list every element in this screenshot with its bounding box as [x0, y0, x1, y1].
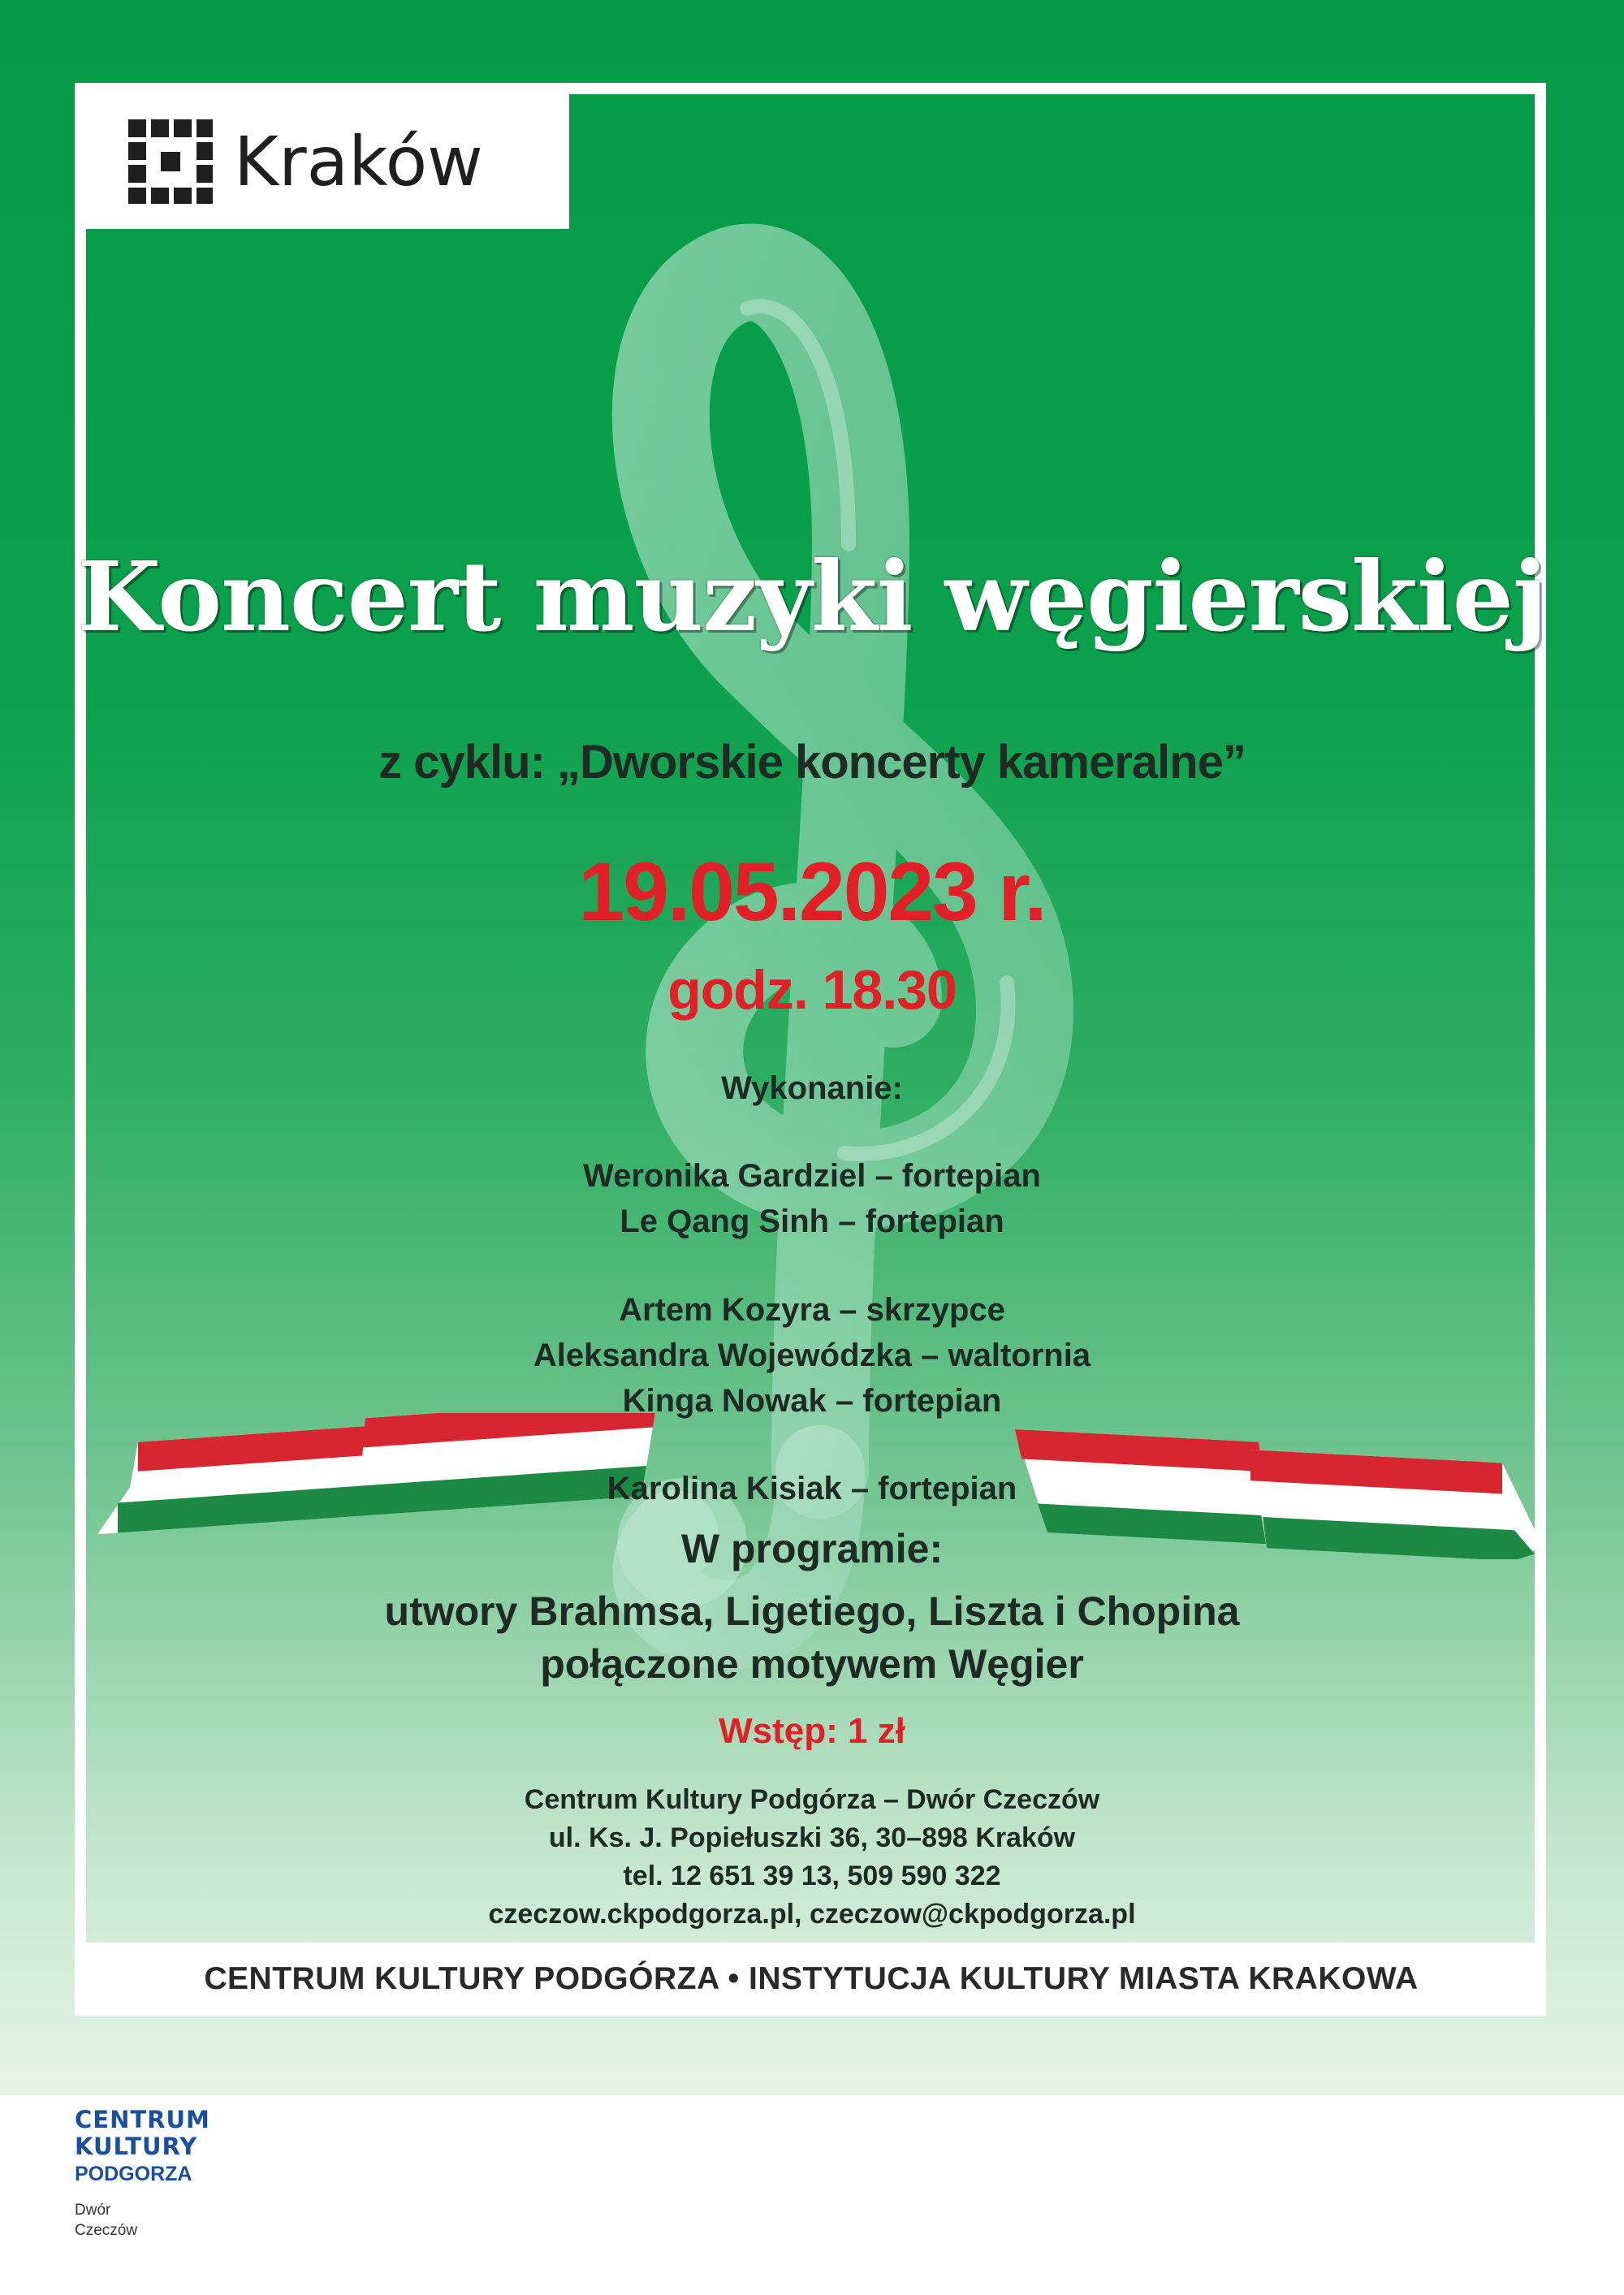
city-name: Kraków: [234, 122, 483, 201]
program-heading: W programie:: [680, 1526, 944, 1571]
footer-institution: CENTRUM KULTURY PODGÓRZA • INSTYTUCJA KULTURY MIASTA KRAKOWA: [204, 1961, 1419, 1996]
performer-line: Aleksandra Wojewódzka – waltornia: [533, 1338, 1091, 1373]
performers-group-2: [0, 1287, 1624, 1424]
performers-group-1: [0, 1153, 1624, 1244]
performer-line: Artem Kozyra – skrzypce: [619, 1292, 1005, 1328]
venue-info: [0, 1781, 1624, 1934]
ckp-logo-line-3: PODGORZA: [75, 2163, 192, 2185]
performer-line: Karolina Kisiak – fortepian: [607, 1471, 1017, 1506]
venue-name: Centrum Kultury Podgórza – Dwór Czeczów: [524, 1784, 1100, 1815]
ckp-dwor-line-2: Czeczów: [75, 2222, 138, 2239]
event-time: godz. 18.30: [667, 959, 957, 1021]
venue-phone: tel. 12 651 39 13, 509 590 322: [623, 1861, 1001, 1891]
krakow-logo: [86, 94, 569, 229]
venue-address: ul. Ks. J. Popiełuszki 36, 30–898 Kraków: [548, 1822, 1076, 1853]
performer-line: Le Qang Sinh – fortepian: [620, 1204, 1004, 1239]
performers-heading: Wykonanie:: [721, 1070, 903, 1106]
footer-band: [86, 1943, 1536, 2016]
entry-fee: Wstęp: 1 zł: [719, 1711, 905, 1751]
ckp-logo-line-1: CENTRUM: [75, 2106, 210, 2133]
program-line-1: utwory Brahmsa, Ligetiego, Liszta i Chopina: [384, 1588, 1240, 1634]
ckp-dwor-line-1: Dwór: [75, 2202, 111, 2219]
performers-group-3: [0, 1466, 1624, 1511]
krakow-logo-icon: [128, 119, 213, 204]
event-title: Koncert muzyki węgierskiej: [77, 540, 1547, 653]
ckp-logo-line-2: KULTURY: [75, 2133, 198, 2160]
performer-line: Kinga Nowak – fortepian: [622, 1383, 1002, 1419]
venue-web-email[interactable]: czeczow.ckpodgorza.pl, czeczow@ckpodgorza.pl: [488, 1899, 1136, 1930]
event-subtitle: z cyklu: „Dworskie koncerty kameralne”: [378, 736, 1246, 789]
performer-line: Weronika Gardziel – fortepian: [583, 1158, 1041, 1194]
program-line-2: połączone motywem Węgier: [540, 1641, 1084, 1687]
event-date: 19.05.2023 r.: [578, 845, 1046, 938]
ckp-logo: [75, 2107, 210, 2241]
